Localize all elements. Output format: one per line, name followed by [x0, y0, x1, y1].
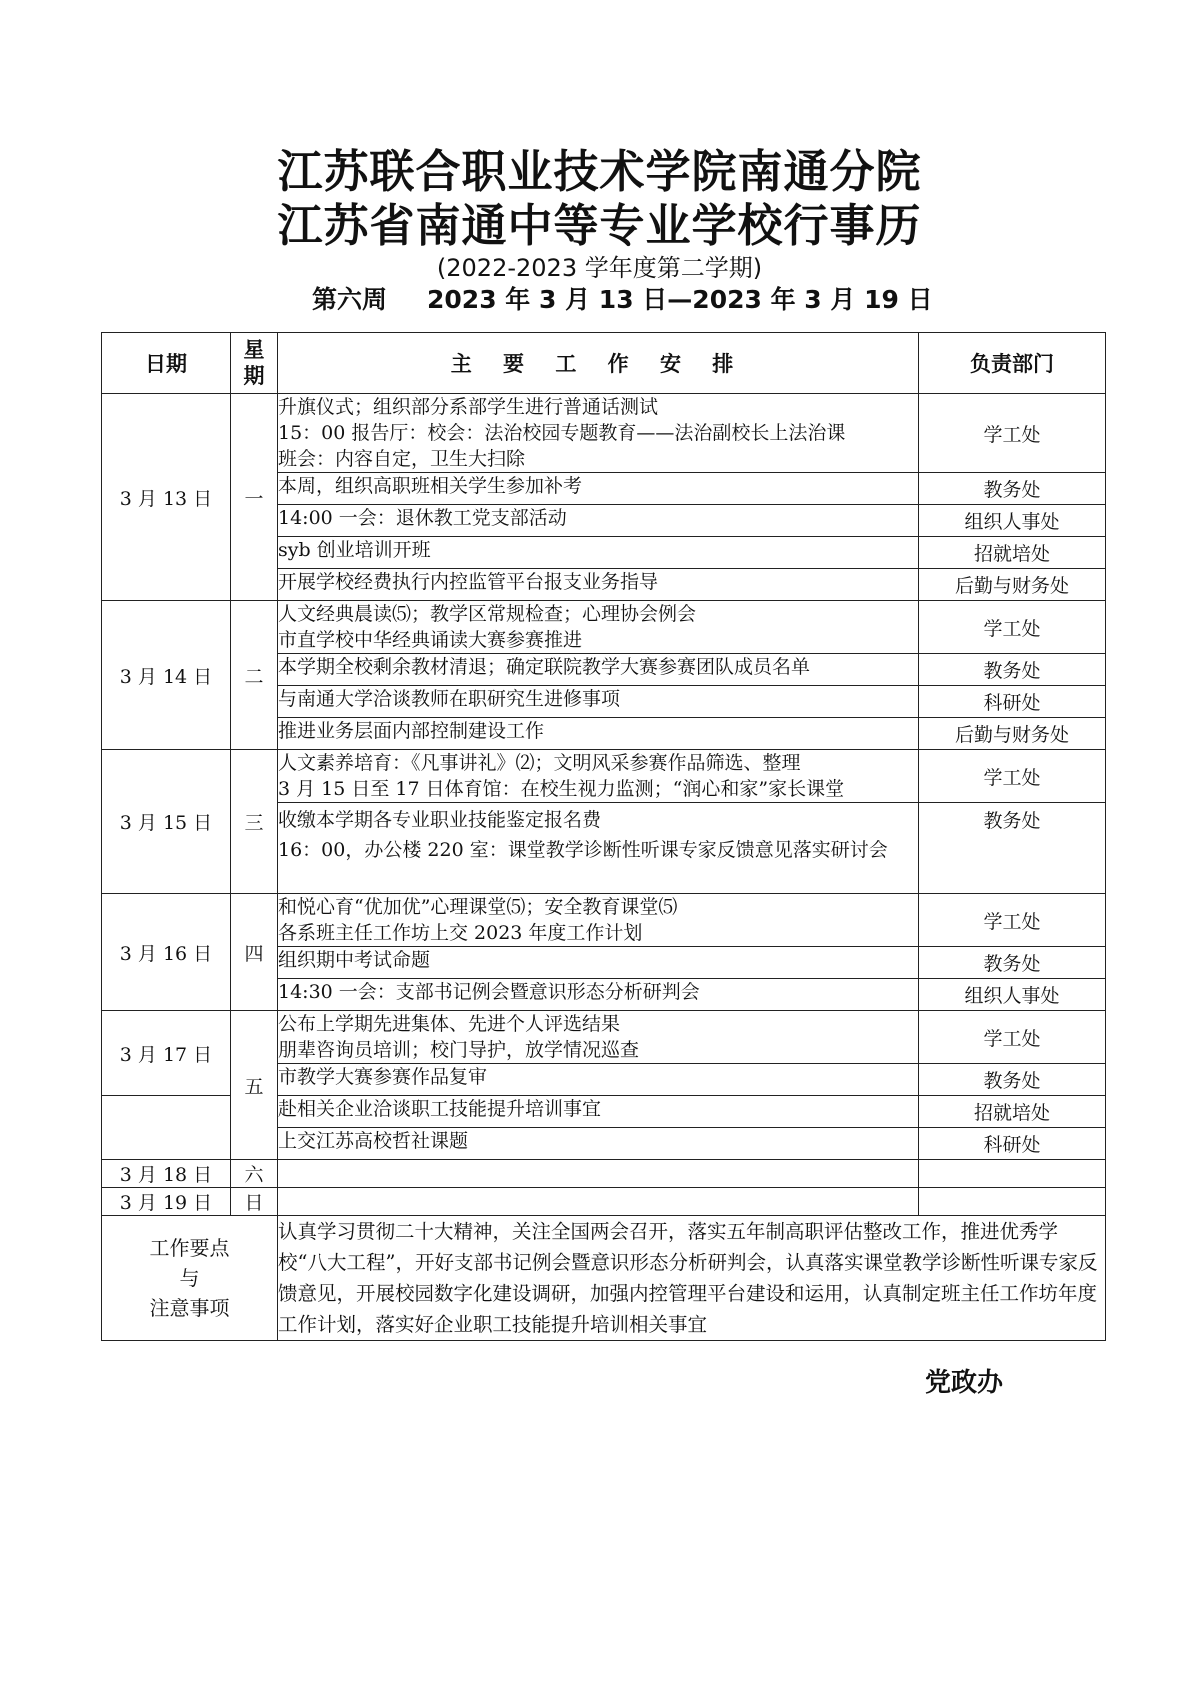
date-cell: 3 月 18 日: [102, 1160, 231, 1188]
semester-subtitle: (2022-2023 学年度第二学期): [436, 254, 763, 282]
dept-cell: 后勤与财务处: [919, 569, 1106, 601]
task-cell: 公布上学期先进集体、先进个人评选结果 朋辈咨询员培训；校门导护，放学情况巡查: [278, 1011, 919, 1064]
notes-text: 认真学习贯彻二十大精神，关注全国两会召开，落实五年制高职评估整改工作，推进优秀学校“八大工程”，开好支部书记例会暨意识形态分析研判会，认真落实课堂教学诊断性听课专家反馈意见，开展校园数字化建设调研，加强内控管理平台建设和运用，认真制定班主任工作坊年度工作计划，落实好企业职工技能提升培训相关事宜: [278, 1216, 1106, 1341]
task-cell: 与南通大学洽谈教师在职研究生进修事项: [278, 686, 919, 718]
dept-cell: 学工处: [919, 394, 1106, 473]
date-cell: 3 月 16 日: [102, 894, 231, 1011]
dept-cell: 教务处: [919, 473, 1106, 505]
weekday-cell: 二: [231, 601, 278, 750]
header-weekday: 星 期: [231, 333, 278, 394]
header-date: 日期: [102, 333, 231, 394]
dept-cell: 组织人事处: [919, 505, 1106, 537]
notes-label: 工作要点 与 注意事项: [102, 1216, 278, 1341]
dept-cell: 学工处: [919, 894, 1106, 947]
dept-cell: 学工处: [919, 750, 1106, 803]
title-line-1: 江苏联合职业技术学院南通分院: [277, 145, 922, 198]
header-work: 主 要 工 作 安 排: [278, 333, 919, 394]
dept-cell: 后勤与财务处: [919, 718, 1106, 750]
table-row: [102, 1160, 1106, 1188]
dept-cell: 招就培处: [919, 1096, 1106, 1128]
date-cell: 3 月 14 日: [102, 601, 231, 750]
task-cell: 上交江苏高校哲社课题: [278, 1128, 919, 1160]
header-row: [102, 333, 1106, 394]
task-cell: 14:00 一会：退休教工党支部活动: [278, 505, 919, 537]
table-row: [102, 394, 1106, 473]
weekday-cell: 五: [231, 1011, 278, 1160]
task-cell: 赴相关企业洽谈职工技能提升培训事宜: [278, 1096, 919, 1128]
table-row: [102, 601, 1106, 654]
task-cell: 市教学大赛参赛作品复审: [278, 1064, 919, 1096]
task-cell: 推进业务层面内部控制建设工作: [278, 718, 919, 750]
task-cell: 收缴本学期各专业职业技能鉴定报名费 16：00，办公楼 220 室：课堂教学诊断性听课专家反馈意见落实研讨会: [278, 803, 919, 894]
date-cell: 3 月 13 日: [102, 394, 231, 601]
weekday-cell: 四: [231, 894, 278, 1011]
table-row: [102, 750, 1106, 803]
dept-cell: 教务处: [919, 654, 1106, 686]
weekday-cell: 一: [231, 394, 278, 601]
weekday-cell: 三: [231, 750, 278, 894]
table-row: [102, 1011, 1106, 1064]
dept-cell: [919, 1160, 1106, 1188]
dept-cell: 招就培处: [919, 537, 1106, 569]
title-line-2: 江苏省南通中等专业学校行事历: [277, 199, 922, 252]
task-cell: [278, 1160, 919, 1188]
dept-cell: 科研处: [919, 1128, 1106, 1160]
dept-cell: 教务处: [919, 803, 1106, 894]
calendar-table: [101, 332, 1106, 1341]
dept-cell: 学工处: [919, 1011, 1106, 1064]
dept-cell: [919, 1188, 1106, 1216]
table-row: [102, 1188, 1106, 1216]
task-cell: 组织期中考试命题: [278, 947, 919, 979]
date-cell: 3 月 17 日: [102, 1011, 231, 1096]
notes-row: [102, 1216, 1106, 1341]
dept-cell: 教务处: [919, 1064, 1106, 1096]
week-range: 2023 年 3 月 13 日—2023 年 3 月 19 日: [427, 285, 933, 314]
task-cell: 升旗仪式；组织部分系部学生进行普通话测试 15：00 报告厅：校会：法治校园专题教育——法治副校长上法治课 班会：内容自定，卫生大扫除: [278, 394, 919, 473]
task-cell: 和悦心育“优加优”心理课堂⑸；安全教育课堂⑸ 各系班主任工作坊上交 2023 年度工作计划: [278, 894, 919, 947]
task-cell: 开展学校经费执行内控监管平台报支业务指导: [278, 569, 919, 601]
task-cell: [278, 1188, 919, 1216]
dept-cell: 组织人事处: [919, 979, 1106, 1011]
task-cell: syb 创业培训开班: [278, 537, 919, 569]
task-cell: 本周，组织高职班相关学生参加补考: [278, 473, 919, 505]
weekday-cell: 日: [231, 1188, 278, 1216]
week-line: [312, 285, 933, 315]
empty-date-cell: [102, 1096, 231, 1160]
week-label: 第六周: [312, 285, 388, 314]
weekday-cell: 六: [231, 1160, 278, 1188]
header-dept: 负责部门: [919, 333, 1106, 394]
task-cell: 人文素养培育：《凡事讲礼》⑵；文明风采参赛作品筛选、整理 3 月 15 日至 17 日体育馆：在校生视力监测；“润心和家”家长课堂: [278, 750, 919, 803]
dept-cell: 学工处: [919, 601, 1106, 654]
date-cell: 3 月 15 日: [102, 750, 231, 894]
task-cell: 14:30 一会：支部书记例会暨意识形态分析研判会: [278, 979, 919, 1011]
signature: 党政办: [925, 1368, 1004, 1398]
dept-cell: 教务处: [919, 947, 1106, 979]
table-row: [102, 894, 1106, 947]
dept-cell: 科研处: [919, 686, 1106, 718]
task-cell: 人文经典晨读⑸；教学区常规检查；心理协会例会 市直学校中华经典诵读大赛参赛推进: [278, 601, 919, 654]
date-cell: 3 月 19 日: [102, 1188, 231, 1216]
task-cell: 本学期全校剩余教材清退；确定联院教学大赛参赛团队成员名单: [278, 654, 919, 686]
